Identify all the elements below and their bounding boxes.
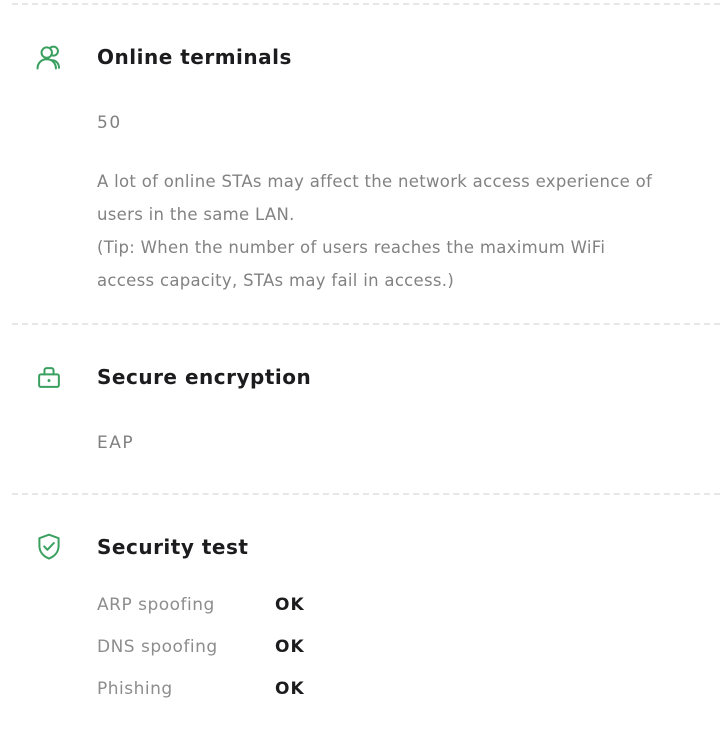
security-test-title: Security test <box>97 535 249 559</box>
test-row-phishing <box>97 677 720 701</box>
security-test-rows <box>0 593 720 701</box>
description-line-2: (Tip: When the number of users reaches the maximum WiFi access capacity, STAs may fail in access.) <box>97 238 606 290</box>
online-terminals-description <box>97 165 659 297</box>
section-divider <box>12 493 720 495</box>
secure-encryption-body <box>0 433 720 453</box>
section-secure-encryption <box>0 361 720 453</box>
test-status: OK <box>275 637 305 657</box>
security-test-header <box>0 531 720 563</box>
secure-encryption-header <box>0 361 720 393</box>
online-terminals-header <box>0 41 720 73</box>
secure-encryption-title: Secure encryption <box>97 365 312 389</box>
encryption-type-value: EAP <box>97 433 135 453</box>
lock-icon <box>33 361 65 393</box>
shield-check-icon <box>33 531 65 563</box>
online-terminals-title: Online terminals <box>97 45 292 69</box>
description-line-1: A lot of online STAs may affect the network access experience of users in the same LAN. <box>97 172 653 224</box>
test-label: Phishing <box>97 679 173 699</box>
wifi-security-report-page <box>0 3 720 735</box>
test-status: OK <box>275 679 305 699</box>
test-label: DNS spoofing <box>97 637 218 657</box>
section-divider <box>12 323 720 325</box>
online-terminals-count: 50 <box>97 113 122 133</box>
test-row-dns-spoofing <box>97 635 720 659</box>
section-online-terminals <box>0 41 720 297</box>
users-icon <box>33 41 65 73</box>
online-terminals-body <box>0 113 720 297</box>
section-security-test <box>0 531 720 701</box>
test-row-arp-spoofing <box>97 593 720 617</box>
test-label: ARP spoofing <box>97 595 215 615</box>
test-status: OK <box>275 595 305 615</box>
top-divider <box>12 3 720 5</box>
